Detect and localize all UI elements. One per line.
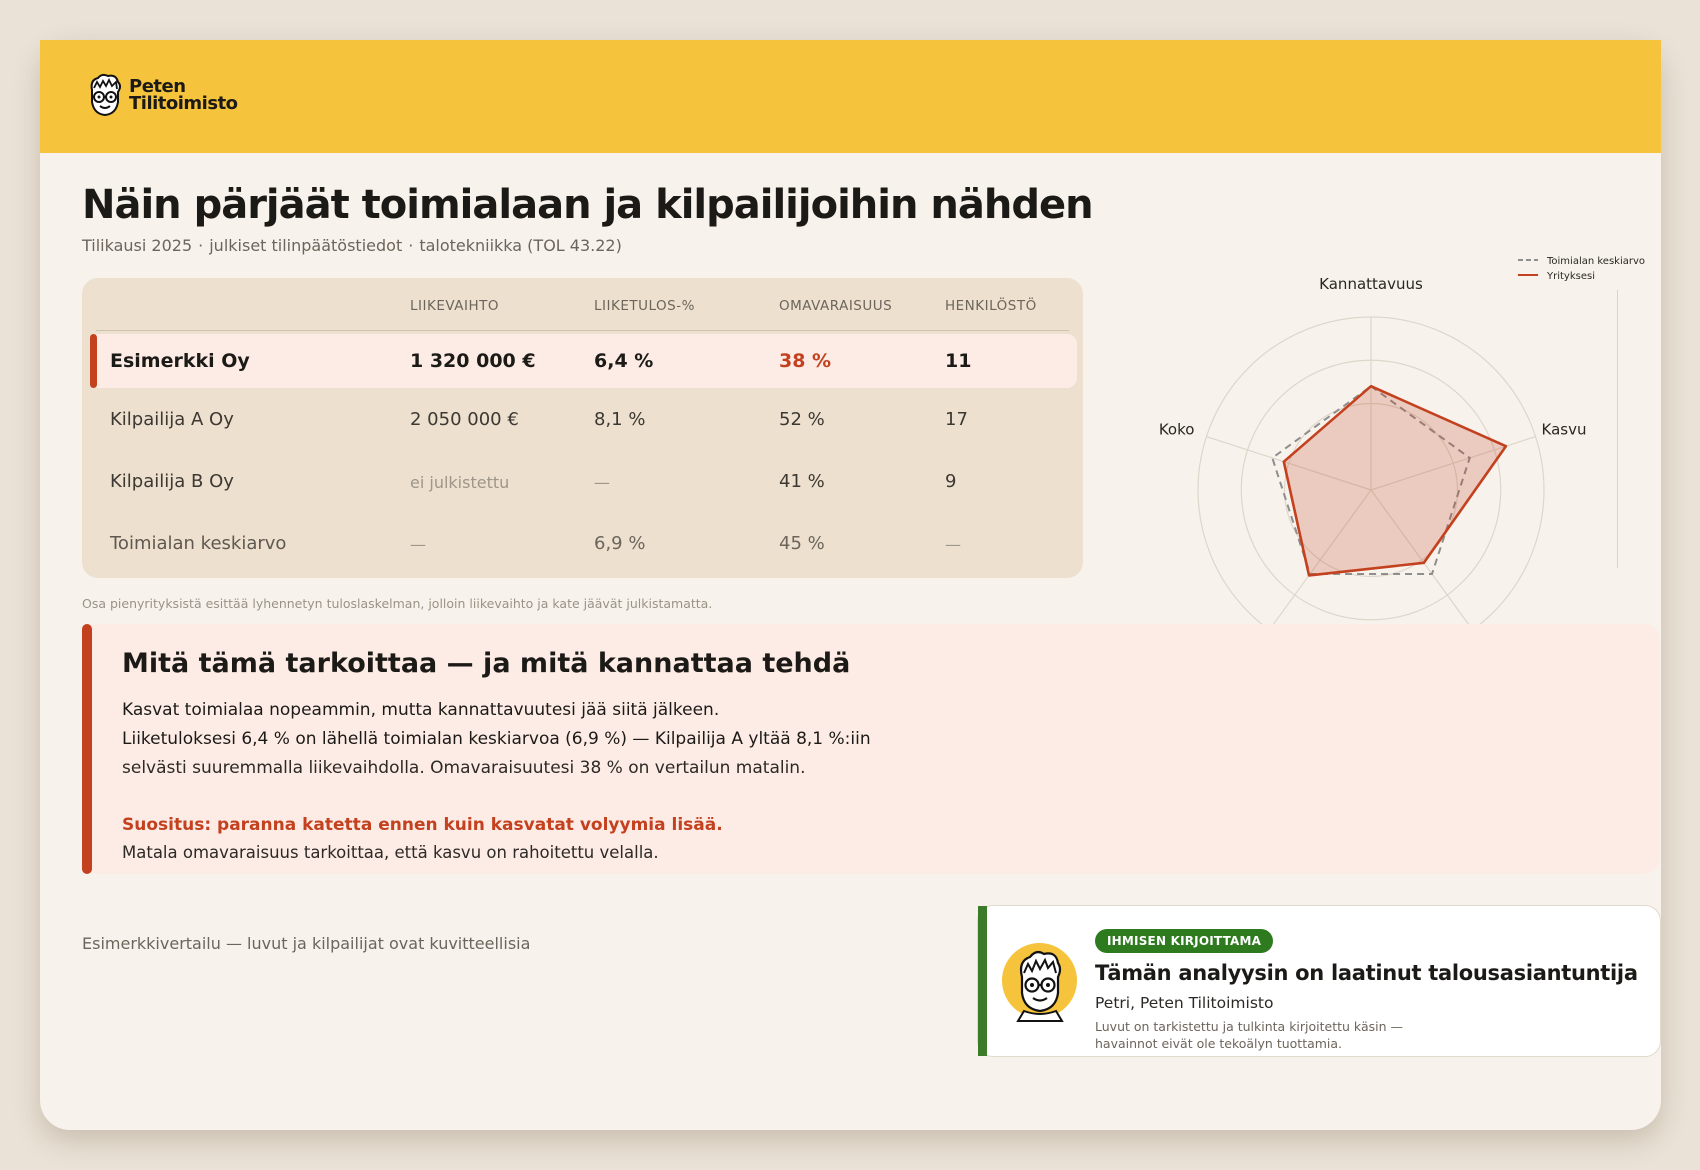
radar-axis-label: Koko	[1158, 420, 1195, 439]
company-name: Kilpailija B Oy	[110, 471, 234, 492]
table-row-industry-average	[82, 516, 1083, 572]
equity-value: 38 %	[779, 350, 832, 372]
revenue-value: —	[410, 535, 426, 554]
report-card	[40, 40, 1661, 1130]
column-header-margin: LIIKETULOS-%	[594, 298, 695, 314]
table-row-own-company	[90, 334, 1077, 388]
radar-axis-label: Kannattavuus	[1319, 275, 1423, 293]
column-header-equity: OMAVARAISUUS	[779, 298, 893, 314]
margin-value: 8,1 %	[594, 409, 646, 430]
staff-value: 9	[945, 471, 957, 492]
page-title: Näin pärjäät toimialaan ja kilpailijoihin nähden	[82, 182, 1093, 228]
table-footnote: Osa pienyrityksistä esittää lyhennetyn tuloslaskelman, jolloin liikevaihto ja kate jäävät julkistamatta.	[82, 596, 713, 611]
meta-industry: talotekniikka (TOL 43.22)	[419, 236, 622, 255]
author-card	[977, 905, 1661, 1057]
brand-logo[interactable]	[86, 72, 238, 118]
brand-name-line2: Tilitoimisto	[129, 93, 238, 114]
mascot-icon	[86, 72, 124, 118]
insight-lead: Kasvat toimialaa nopeammin, mutta kannattavuutesi jää siitä jälkeen.	[122, 700, 720, 720]
meta-period: Tilikausi 2025	[82, 236, 193, 255]
header-bar	[40, 40, 1661, 153]
series-own-company	[1284, 386, 1506, 575]
column-header-revenue: LIIKEVAIHTO	[410, 298, 499, 314]
margin-value: 6,9 %	[594, 533, 646, 554]
insight-detail-line: Liiketuloksesi 6,4 % on lähellä toimialan keskiarvoa (6,9 %) — Kilpailija A yltää 8,1 %:iin	[122, 729, 871, 749]
revenue-value: 2 050 000 €	[410, 409, 519, 430]
margin-value: —	[594, 473, 610, 492]
table-row	[82, 392, 1083, 448]
author-accent-bar	[978, 906, 987, 1056]
insight-accent-bar	[82, 624, 92, 874]
revenue-value: ei julkistettu	[410, 473, 510, 492]
table-row	[82, 454, 1083, 510]
comparison-table	[82, 278, 1083, 578]
meta-separator: ·	[198, 236, 204, 255]
insight-detail-line: selvästi suuremmalla liikevaihdolla. Omavaraisuutesi 38 % on vertailun matalin.	[122, 758, 806, 778]
company-name: Esimerkki Oy	[110, 350, 250, 372]
brand-name-line1: Peten	[129, 76, 186, 97]
recommendation: Suositus: paranna katetta ennen kuin kasvatat volyymia lisää.	[122, 815, 723, 835]
staff-value: —	[945, 535, 961, 554]
equity-value: 45 %	[779, 533, 825, 554]
author-title: Tämän analyysin on laatinut talousasiantuntija	[1095, 961, 1638, 985]
legend-label: Toimialan keskiarvo	[1547, 256, 1646, 267]
equity-value: 41 %	[779, 471, 825, 492]
legend-label: Yrityksesi	[1547, 271, 1595, 282]
meta-separator: ·	[408, 236, 414, 255]
row-accent-bar	[90, 334, 97, 388]
insight-heading: Mitä tämä tarkoittaa — ja mitä kannattaa tehdä	[122, 648, 851, 679]
staff-value: 17	[945, 409, 968, 430]
staff-value: 11	[945, 350, 972, 372]
company-name: Kilpailija A Oy	[110, 409, 234, 430]
column-header-staff: HENKILÖSTÖ	[945, 298, 1037, 314]
mascot-icon	[1002, 943, 1077, 1018]
disclaimer: Esimerkkivertailu — luvut ja kilpailijat ovat kuvitteellisia	[82, 934, 531, 953]
margin-value: 6,4 %	[594, 350, 654, 372]
author-name: Petri, Peten Tilitoimisto	[1095, 994, 1274, 1012]
recommendation-note: Matala omavaraisuus tarkoittaa, että kasvu on rahoitettu velalla.	[122, 843, 659, 862]
divider	[1617, 290, 1618, 568]
company-name: Toimialan keskiarvo	[110, 533, 287, 554]
revenue-value: 1 320 000 €	[410, 350, 536, 372]
author-note: Luvut on tarkistettu ja tulkinta kirjoitettu käsin — havainnot eivät ole tekoälyn tuottamia.	[1095, 1019, 1403, 1051]
human-written-badge: IHMISEN KIRJOITTAMA	[1095, 929, 1273, 953]
header-divider	[96, 330, 1069, 331]
radar-axis-label: Kasvu	[1541, 420, 1587, 439]
insight-panel	[82, 624, 1659, 874]
avatar	[1002, 943, 1077, 1018]
page-meta	[82, 236, 622, 255]
equity-value: 52 %	[779, 409, 825, 430]
radar-chart	[1098, 220, 1661, 650]
meta-source: julkiset tilinpäätöstiedot	[209, 236, 403, 255]
